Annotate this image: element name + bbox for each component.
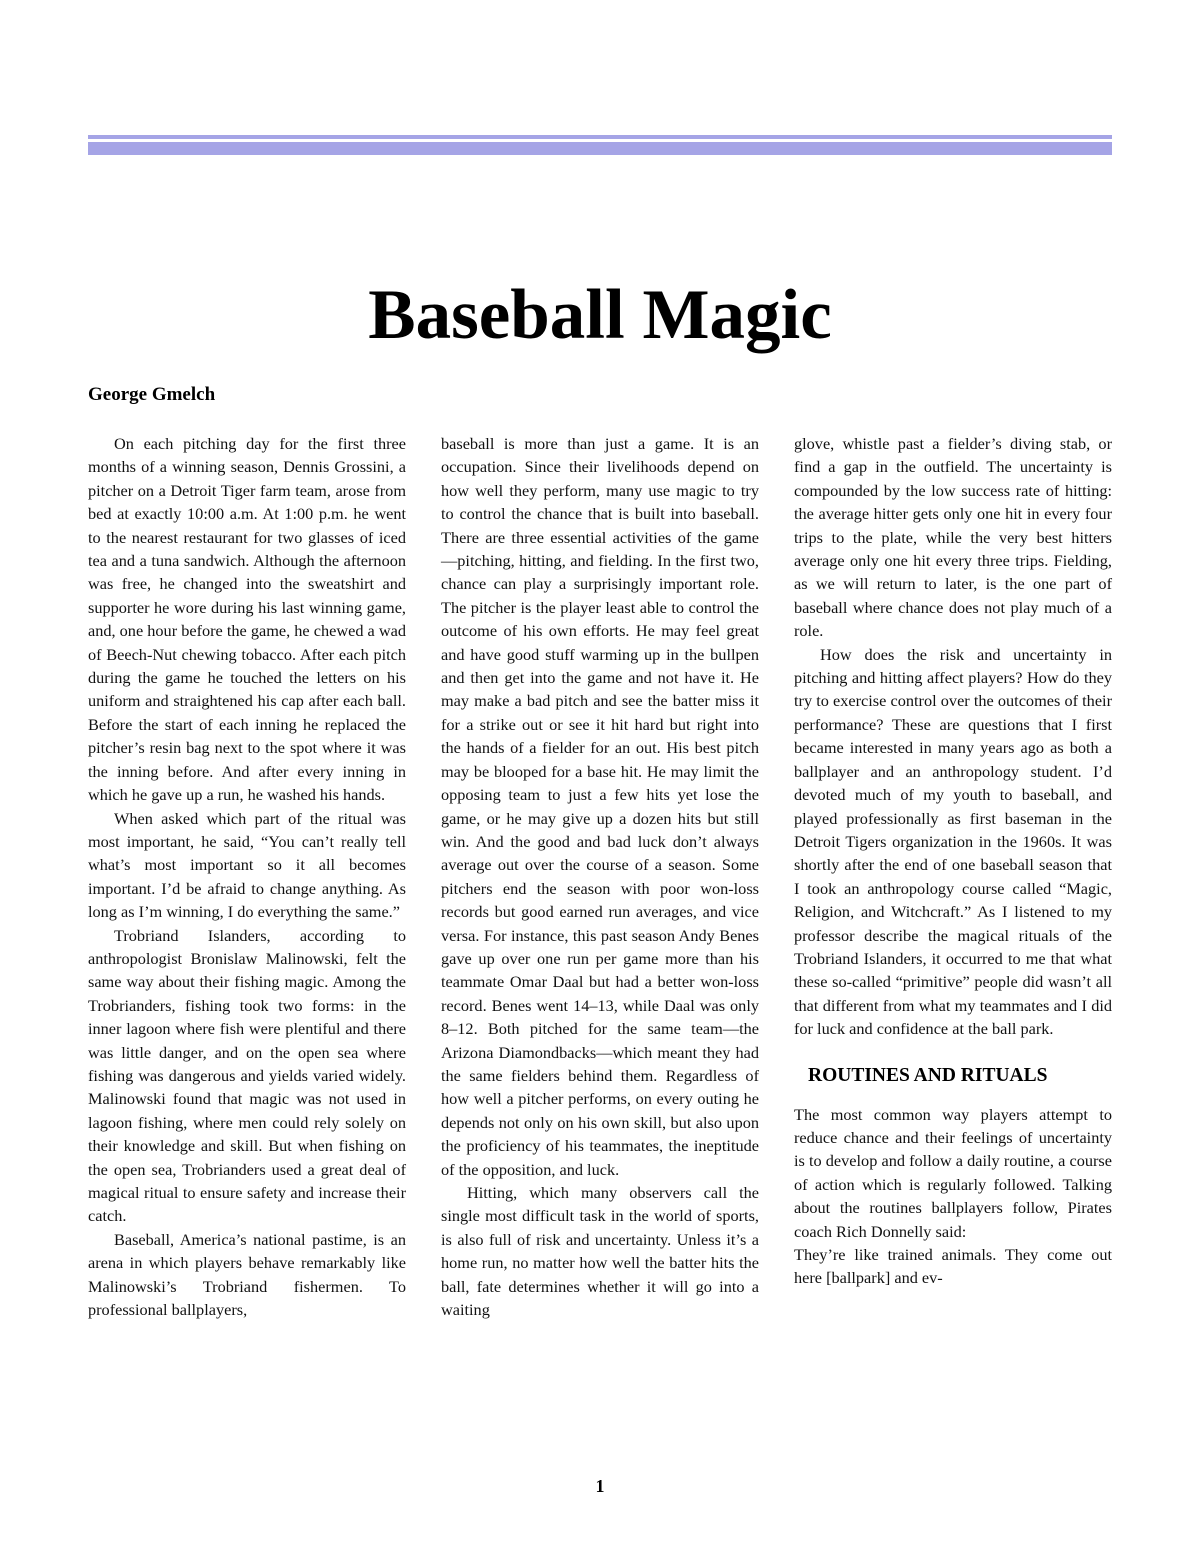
header-rule-thick <box>88 142 1112 155</box>
paragraph: glove, whistle past a fielder’s diving stab, or find a gap in the outfield. The uncertainty is compounded by the low success rate of hitting: the average hitter gets only one hit in every four trips to the plate, while the very best hitters average only one hit every three trips. Fielding, as we will return to later, is the one part of baseball where chance does not play much of a role. <box>794 434 1112 641</box>
text-column-2 <box>441 432 759 1321</box>
page-number: 1 <box>595 1476 605 1496</box>
paragraph: Trobriand Islanders, according to anthropologist Bronislaw Malinowski, felt the same way about their fishing magic. Among the Trobrianders, fishing took two forms: in the inner lagoon where fish were plentiful and there was little danger, and on the open sea where fishing was dangerous and yields varied widely. Malinowski found that magic was not used in lagoon fishing, where men could rely solely on their knowledge and skill. But when fishing on the open sea, Trobrianders used a great deal of magical ritual to ensure safety and increase their catch. <box>88 925 406 1226</box>
paragraph: baseball is more than just a game. It is an occupation. Since their livelihoods depend on how well they perform, many use magic to try to control the chance that is built into baseball. There are three essential activities of the game—pitching, hitting, and fielding. In the first two, chance can play a surprisingly important role. The pitcher is the player least able to control the outcome of his own efforts. He may feel great and have good stuff warming up in the bullpen and then get into the game and not have it. He may make a bad pitch and see the batter miss it for a strike out or see it hit hard but right into the hands of a fielder for an out. His best pitch may be blooped for a base hit. He may limit the opposing team to just a few hits yet lose the game, or he may give up a dozen hits but still win. And the good and bad luck don’t always average out over the course of a season. Some pitchers end the season with poor won-loss records but good earned run averages, and vice versa. For instance, this past season Andy Benes gave up over one run per game more than his teammate Omar Daal but had a better won-loss record. Benes went 14–13, while Daal was only 8–12. Both pitched for the same team—the Arizona Diamondbacks—which meant they had the same fielders behind them. Regardless of how well a pitcher performs, on every outing he depends not only on his own skill, but also upon the proficiency of his teammates, the ineptitude of the opposition, and luck. <box>441 434 759 1179</box>
paragraph: Baseball, America’s national pastime, is an arena in which players behave remarkably like Malinowski’s Trobriand fishermen. To professional ballplayers, <box>88 1229 406 1320</box>
text-column-3 <box>794 432 1112 1290</box>
paragraph: When asked which part of the ritual was most important, he said, “You can’t really tell what’s most important so it all becomes important. I’d be afraid to change anything. As long as I’m winning, I do everything the same.” <box>88 808 406 922</box>
text-column-1 <box>88 432 406 1321</box>
section-heading: ROUTINES AND RITUALS <box>808 1064 1048 1086</box>
paragraph: On each pitching day for the first three months of a winning season, Dennis Grossini, a pitcher on a Detroit Tiger farm team, arose from bed at exactly 10:00 a.m. At 1:00 p.m. he went to the nearest restaurant for two glasses of iced tea and a tuna sandwich. Although the afternoon was free, he changed into the sweatshirt and supporter he wore during his last winning game, and, one hour before the game, he chewed a wad of Beech-Nut chewing tobacco. After each pitch during the game he touched the letters on his uniform and straightened his cap after each ball. Before the start of each inning he replaced the pitcher’s resin bag next to the spot where it was the inning before. And after every inning in which he gave up a run, he washed his hands. <box>88 434 406 805</box>
article-title: Baseball Magic <box>368 276 832 354</box>
block-quote: They’re like trained animals. They come out here [ballpark] and ev- <box>794 1245 1112 1288</box>
header-rule-thin <box>88 135 1112 139</box>
paragraph: How does the risk and uncertainty in pitching and hitting affect players? How do they try to exercise control over the outcomes of their performance? These are questions that I first became interested in many years ago as both a ballplayer and an anthropology student. I’d devoted much of my youth to baseball, and played professionally as first baseman in the Detroit Tigers organization in the 1960s. It was shortly after the end of one baseball season that I took an anthropology course called “Magic, Religion, and Witchcraft.” As I listened to my professor describe the magical rituals of the Trobriand Islanders, it occurred to me that what these so-called “primitive” people did wasn’t all that different from what my teammates and I did for luck and confidence at the ball park. <box>794 644 1112 1039</box>
paragraph: The most common way players attempt to reduce chance and their feelings of uncertainty is to develop and follow a daily routine, a course of action which is regularly followed. Talking about the routines ballplayers follow, Pirates coach Rich Donnelly said: <box>794 1104 1112 1241</box>
author-name: George Gmelch <box>88 384 216 405</box>
paragraph: Hitting, which many observers call the single most difficult task in the world of sports, is also full of risk and uncertainty. Unless it’s a home run, no matter how well the batter hits the ball, fate determines whether it will go into a waiting <box>441 1183 759 1320</box>
